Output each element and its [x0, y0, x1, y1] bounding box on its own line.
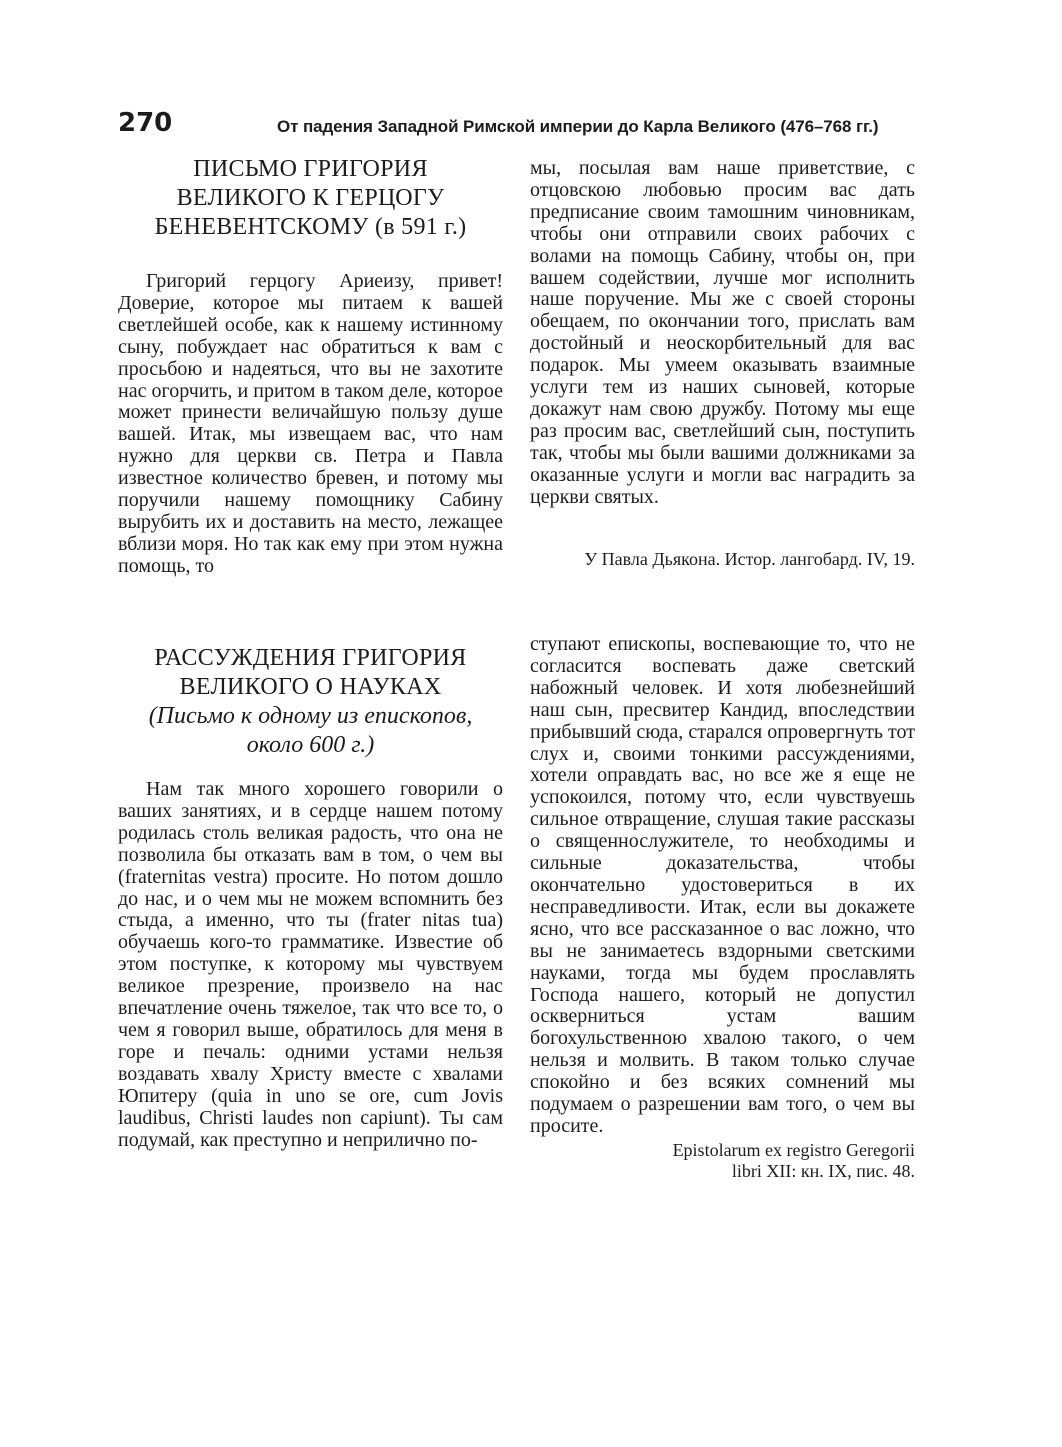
section2-right-column — [530, 634, 915, 1138]
section2-left-paragraph: Нам так много хорошего говорили о ваших занятиях, и в сердце нашем потому родилась столь великая радость, что она не позволила бы отказать вам в том, о чем вы (fraternitas vestra) просите. Но потом дошло до нас, и о чем мы не можем вспомнить без стыда, а именно, что ты (frater nitas tua) обучаешь кого-то грамматике. Известие об этом поступке, к которому мы чувствуем великое презрение, произвело на нас впечатление очень тяжелое, так что все то, о чем я говорил выше, обратилось для меня в горе и печаль: одними устами нельзя воздавать хвалу Христу вместе с хвалами Юпитеру (quia in uno se ore, cum Jovis laudibus, Christi laudes non capiunt). Ты сам подумай, как преступно и неприлично по- — [118, 778, 503, 1151]
section1-source: У Павла Дьякона. Истор. лангобард. IV, 19. — [584, 549, 915, 569]
section2-left-column — [118, 644, 503, 1151]
section1-right-paragraph: мы, посылая вам наше приветствие, с отцовскою любовью просим вас дать предписание своим тамошним чиновникам, чтобы они отправили своих рабочих с волами на помощь Сабину, чтобы он, при вашем содействии, лучше мог исполнить наше поручение. Мы же с своей стороны обещаем, по окончании того, прислать вам достойный и неоскорбительный для вас подарок. Мы умеем оказывать взаимные услуги тем из наших сыновей, которые докажут нам свою дружбу. Потому мы еще раз просим вас, светлейший сын, поступить так, чтобы мы были вашими должниками за оказанные услуги и могли вас наградить за церкви святых. — [530, 157, 915, 508]
section2-heading-line: ВЕЛИКОГО О НАУКАХ — [179, 674, 442, 700]
section2-heading — [118, 644, 503, 702]
page-number: 270 — [118, 108, 173, 138]
section1-heading-line: ПИСЬМО ГРИГОРИЯ — [193, 156, 428, 182]
section1-left-paragraph: Григорий герцогу Ариеизу, привет! Доверие, которое мы питаем к вашей светлейшей особе, как к нашему истинному сыну, побуждает нас обратиться к вам с просьбою и надеяться, что вы не захотите нас огорчить, и притом в таком деле, которое может принести величайшую пользу душе вашей. Итак, мы извещаем вас, что нам нужно для церкви св. Петра и Павла известное количество бревен, и потому мы поручили нашему помощнику Сабину вырубить их и доставить на место, лежащее вблизи моря. Но так как ему при этом нужна помощь, то — [118, 270, 503, 577]
section1-right-column — [530, 158, 915, 509]
section1-heading-line: БЕНЕВЕНТСКОМУ (в 591 г.) — [154, 214, 467, 240]
section2-source-line: libri XII: кн. IX, пис. 48. — [731, 1161, 915, 1181]
section2-subheading-line: около 600 г.) — [246, 732, 375, 758]
section2-heading-line: РАССУЖДЕНИЯ ГРИГОРИЯ — [154, 645, 467, 671]
running-title: От падения Западной Римской империи до Карла Великого (476–768 гг.) — [277, 117, 879, 136]
section2-subheading — [118, 702, 503, 760]
section2-subheading-line: (Письмо к одному из епископов, — [148, 703, 473, 729]
section2-right-paragraph: ступают епископы, воспевающие то, что не согласится воспевать даже светский набожный человек. И хотя любезнейший наш сын, пресвитер Кандид, впоследствии прибывший сюда, старался опровергнуть тот слух и, своими тонкими рассуждениями, хотели оправдать вас, но все же я еще не успокоился, потому что, если чувствуешь сильное отвращение, слушая такие рассказы о священнослужителе, то необходимы и сильные доказательства, чтобы окончательно удостовериться в их несправедливости. Итак, если вы докажете ясно, что все рассказанное о вас ложно, что вы не занимаетесь вздорными светскими науками, тогда мы будем прославлять Господа нашего, который не допустил оскверниться устам вашим богохульственною хвалою такого, о чем нельзя и молвить. В таком только случае спокойно и без всяких сомнений мы подумаем о разрешении вам того, о чем вы просите. — [530, 633, 915, 1137]
section2-source — [530, 1140, 915, 1182]
section1-heading — [118, 155, 503, 242]
section1-left-column — [118, 155, 503, 578]
section2-source-line: Epistolarum ex registro Geregorii — [672, 1140, 915, 1160]
section1-heading-line: ВЕЛИКОГО К ГЕРЦОГУ — [176, 185, 445, 211]
